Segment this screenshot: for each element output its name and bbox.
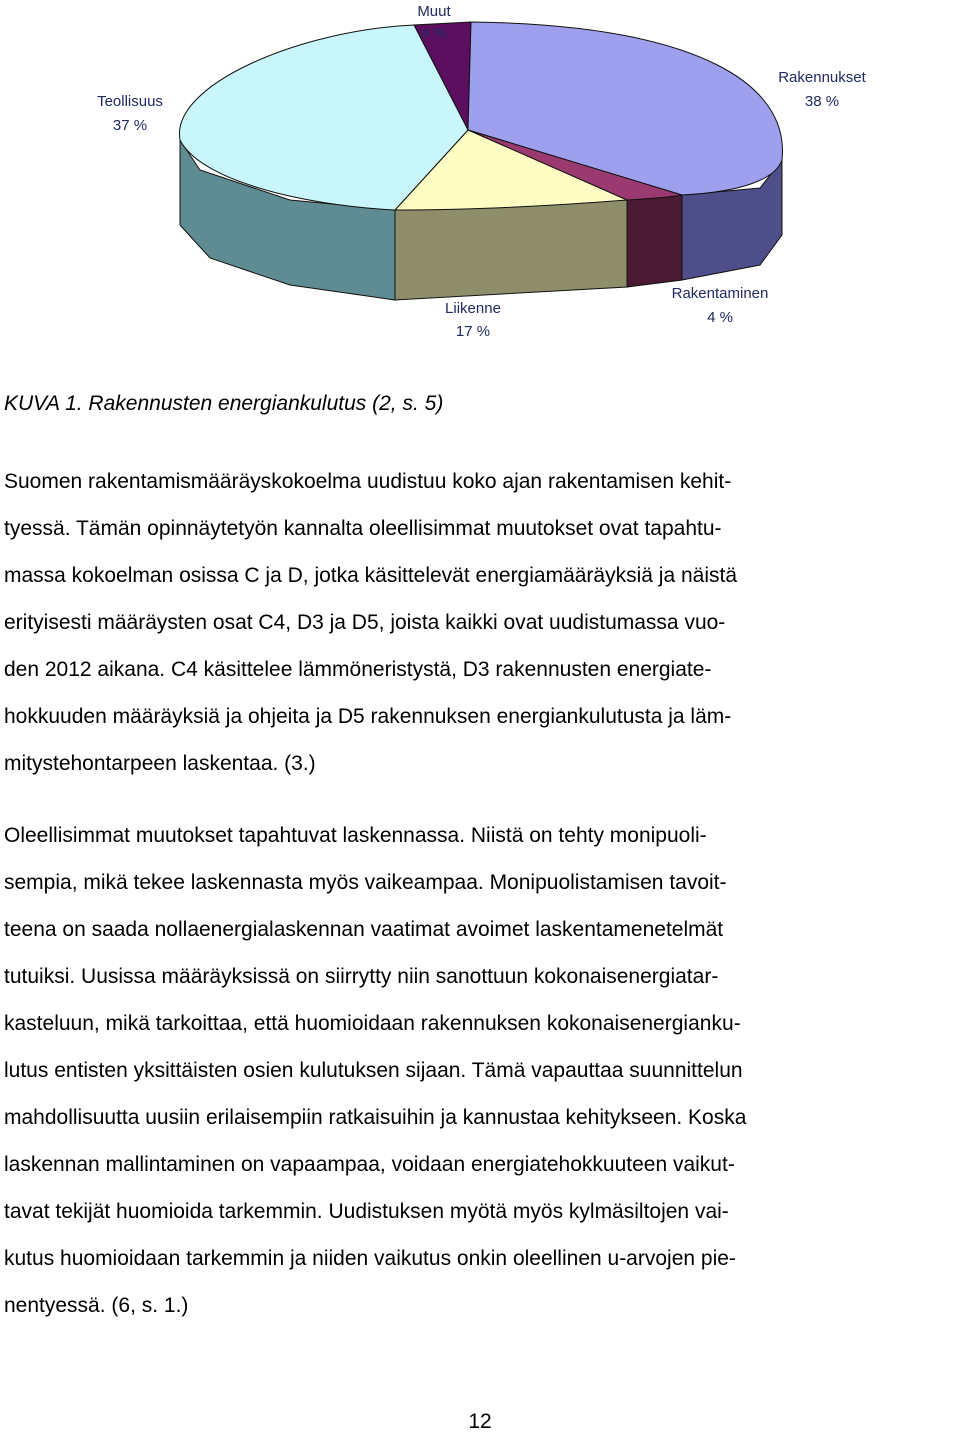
paragraph-2 (4, 812, 746, 1329)
paragraph-line: mahdollisuutta uusiin erilaisempiin ratkaisuihin ja kannustaa kehitykseen. Koska (4, 1106, 747, 1129)
slice-side-rakentaminen (627, 195, 682, 287)
label-rakentaminen-name: Rakentaminen (671, 285, 769, 302)
label-muut-value: 4 % (421, 25, 447, 42)
label-rakennukset-name: Rakennukset (778, 69, 866, 86)
paragraph-line: sempia, mikä tekee laskennasta myös vaikeampaa. Monipuolistamisen tavoit- (4, 871, 727, 894)
paragraph-line: tavat tekijät huomioida tarkemmin. Uudistuksen myötä myös kylmäsiltojen vai- (4, 1200, 729, 1223)
paragraph-line: hokkuuden määräyksiä ja ohjeita ja D5 rakennuksen energiankulutusta ja läm- (4, 705, 732, 728)
pie-chart (0, 0, 960, 350)
paragraph-line: den 2012 aikana. C4 käsittelee lämmöneristystä, D3 rakennusten energiate- (4, 658, 712, 681)
label-muut-name: Muut (417, 3, 451, 20)
paragraph-line: kutus huomioidaan tarkemmin ja niiden vaikutus onkin oleellinen u-arvojen pie- (4, 1247, 736, 1270)
paragraph-1 (4, 458, 737, 787)
paragraph-line: mitystehontarpeen laskentaa. (3.) (4, 752, 316, 775)
paragraph-line: kasteluun, mikä tarkoittaa, että huomioidaan rakennuksen kokonaisenergianku- (4, 1012, 741, 1035)
paragraph-line: massa kokoelman osissa C ja D, jotka käsittelevät energiamääräyksiä ja näistä (4, 564, 738, 587)
label-teollisuus-name: Teollisuus (97, 93, 163, 110)
paragraph-line: lutus entisten yksittäisten osien kulutuksen sijaan. Tämä vapauttaa suunnittelun (4, 1059, 743, 1082)
label-rakentaminen-value: 4 % (707, 309, 733, 326)
paragraph-line: nentyessä. (6, s. 1.) (4, 1294, 189, 1317)
page-number: 12 (468, 1410, 492, 1433)
figure-caption: KUVA 1. Rakennusten energiankulutus (2, s. 5) (4, 392, 444, 415)
label-liikenne-name: Liikenne (445, 300, 501, 317)
paragraph-line: teena on saada nollaenergialaskennan vaatimat avoimet laskentamenetelmät (4, 918, 724, 941)
label-teollisuus-value: 37 % (112, 117, 148, 134)
label-rakennukset-value: 38 % (804, 93, 840, 110)
paragraph-line: Suomen rakentamismääräyskokoelma uudistuu koko ajan rakentamisen kehit- (4, 470, 732, 493)
paragraph-line: tutuiksi. Uusissa määräyksissä on siirrytty niin sanottuun kokonaisenergiatar- (4, 965, 719, 988)
paragraph-line: tyessä. Tämän opinnäytetyön kannalta oleellisimmat muutokset ovat tapahtu- (4, 517, 722, 540)
paragraph-line: erityisesti määräysten osat C4, D3 ja D5, joista kaikki ovat uudistumassa vuo- (4, 611, 726, 634)
slice-side-liikenne (395, 200, 627, 300)
paragraph-line: laskennan mallintaminen on vapaampaa, voidaan energiatehokkuuteen vaikut- (4, 1153, 735, 1176)
label-liikenne-value: 17 % (455, 323, 491, 340)
paragraph-line: Oleellisimmat muutokset tapahtuvat laskennassa. Niistä on tehty monipuoli- (4, 824, 707, 847)
